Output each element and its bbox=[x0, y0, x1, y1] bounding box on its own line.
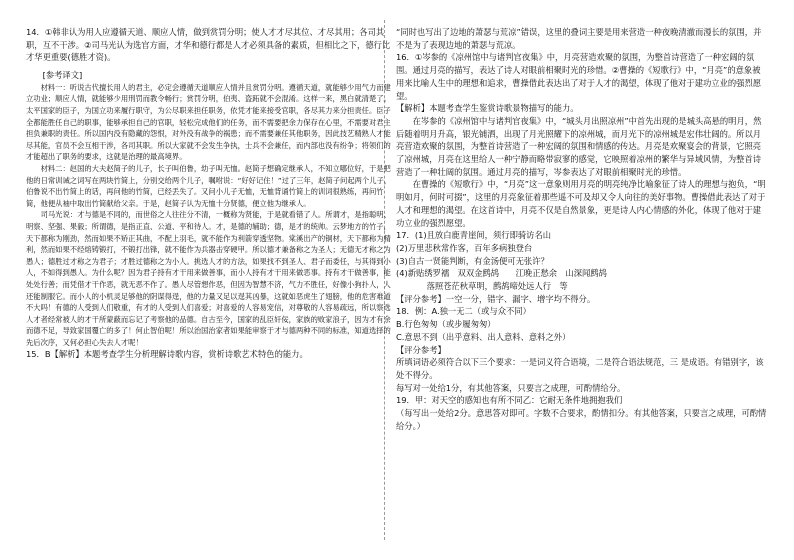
answer-18-a: 18．例：A.独一无二（或与众不同） bbox=[396, 306, 531, 317]
answer-17-1: 17．(1)且放白鹿青崖间，须行即骑访名山 bbox=[396, 230, 552, 241]
left-column bbox=[26, 26, 398, 361]
answer-16: 16．①岑参的《凉州馆中与诸判官夜集》中，月亮营造欢聚的氛围，为整首诗营造了一种宏阔的氛围。通过月亮的描写，表达了诗人对眼前相聚时光的珍惜。②曹操的《短歌行》中，“月亮”的意象被用来比喻人生中的理想和追求，曹操借此表达出了对于人才的渴望，体现了他对于建功立业的强烈愿望。 bbox=[396, 52, 762, 101]
translation-sima-guang: 司马光说：才与德是不同的，而世俗之人往往分不清，一概称为贤能，于是就看错了人。所谓才，是指聪明、明察、坚强、果毅；所谓德，是指正直、公道、平和待人。才，是德的辅助；德，是才的统帅。云梦地方的竹子，天下都称为刚劲，然而如果不矫正其曲，不配上羽毛，就不能作为利箭穿透坚物。棠溪出产的铜材，天下都称为精利，然而如果不经熔铸锻打，不锻打出锋，就不能作为兵器击穿硬甲。所以德才兼备称之为圣人；无德无才称之为愚人；德胜过才称之为君子；才胜过德称之为小人。挑选人才的方法，如果找不到圣人、君子而委任，与其得到小人，不如得到愚人。为什么呢？因为君子持有才干用来做善事，而小人持有才干用来做恶事。持有才干做善事，能处处行善；而凭借才干作恶，就无恶不作了。愚人尽管想作恶，但因为智慧不济，气力不胜任，好像小狗扑人，人还能制服它。而小人的小机灵足够他的阴谋得逞，他的力量又足以逞其凶暴，这就如恶虎生了翅膀，他的危害难道不大吗！有德的人受到人们敬重，有才的人受到人们喜爱；对喜爱的人容易宠信，对尊敬的人容易疏远，所以察选人才者经常被人的才干所蒙蔽而忘记了考察他的品德。自古至今，国家的乱臣奸佞，家族的败家浪子，因为才有余而德不足，导致家国覆亡的多了！何止智伯呢！所以治国治家者如果能审察于才与德两种不同的标准，知道选择的先后次序，又何必担心失去人才呢！ bbox=[26, 210, 391, 347]
right-column bbox=[396, 26, 768, 433]
answer-15-continued: “同时也写出了边地的萧瑟与荒凉”错误，这里的叠词主要是用来营造一种夜晚清澈而漫长的氛围，并不是为了表现边地的萧瑟与荒凉。 bbox=[396, 27, 762, 50]
answer-18-c: C.意思不到（出乎意料、出人意料、意料之外） bbox=[396, 331, 571, 342]
reference-translation-heading: [参考译文] bbox=[42, 70, 83, 81]
scoring-18-points: 每写对一处给1分，有其他答案，只要言之成理，可酌情给分。 bbox=[396, 382, 626, 393]
analysis-16-cen-shen: 在岑参的《凉州馆中与诸判官夜集》中，“城头月出照凉州”中首先出现的是城头高悬的明月，然后随着明月升高，银光铺洒，出现了月光照耀下的凉州城，而月光下的凉州城是宏伟壮阔的。所以月亮营造欢聚的氛围，为整首诗营造了一种宏阔的氛围和情感的传达。月亮是欢聚宴会的背景，它照亮了凉州城，月亮在这里给人一种宁静而略带寂寥的感觉，它映照着凉州的繁华与异域风情，为整首诗营造了一种壮阔的氛围。通过月亮的描写，岑参表达了对眼前相聚时光的珍惜。 bbox=[396, 115, 762, 177]
answer-19: 19．甲：对天空的感知也有所不同乙：它耐无条件地拥抱我们 bbox=[396, 395, 623, 406]
answer-17-4: (4)新贴绣罗襦 双双金鹧鸪 江晚正愁余 山深闻鹧鸪 bbox=[396, 268, 607, 279]
translation-material-two: 材料二：赵国的大夫赵简子的儿子，长子叫伯鲁，幼子叫无恤。赵简子想确定继承人，不知立哪位好，于是把他的日常训诫之词写在两块竹简上，分别交给两个儿子，嘱咐说：“好好记住！”过了三年，赵简子问起两个儿子，伯鲁说不出竹简上的话，再问他的竹简，已经丢失了。又问小儿子无恤，无恤背诵竹简上的训词很熟练，再问竹简，他便从袖中取出竹简献给父亲。于是，赵简子认为无恤十分贤德，便立他为继承人。 bbox=[26, 163, 392, 208]
answer-18-b: B.行色匆匆（或步履匆匆） bbox=[396, 319, 496, 330]
scoring-17: 【评分参考】一空一分，错字、漏字、增字均不得分。 bbox=[396, 293, 596, 304]
analysis-16: 【解析】本题考查学生鉴赏诗歌景物描写的能力。 bbox=[396, 103, 579, 114]
answer-14: 14．①韩非认为用人应遵循天道、顺应人情，做到赏罚分明；使人才才尽其位、才尽其用；各司其职，互不干涉。②司马光认为选官方面，才华和德行都是人才必须具备的素质，但相比之下，德行比才华更重要(德胜才资)。 bbox=[26, 27, 391, 63]
answer-17-4-extra: 落照苍茫秋草明，鹧鸪啼处远人行 等 bbox=[410, 281, 568, 292]
analysis-16-cao-cao: 在曹操的《短歌行》中，“月亮”这一意象则用月亮的明亮纯净比喻象征了诗人的理想与抱负，“明明如月，何时可掇”，这里的月亮象征着那些遥不可及却又令人向往的美好事物。曹操借此表达了对于人才和理想的渴望。在这首诗中，月亮不仅是自然景象，更是诗人内心情感的外化，体现了他对于建功立业的强烈愿望。 bbox=[396, 179, 766, 228]
scoring-18-rules: 所填词语必须符合以下三个要求：一是词义符合语境，二是符合语法规范，三 是成语。有错别字，该处不得分。 bbox=[396, 357, 764, 380]
answer-17-3: (3)自古一贤能判断，有金汤便可无张许？ bbox=[396, 255, 549, 266]
translation-material-one: 材料一：听说古代擅长用人的君主，必定会遵循天道顺应人情并且赏罚分明。遵循天道，就能够少用气力而建立功业；顺应人情，就能够少用刑罚而教令畅行；赏罚分明，伯夷、盗跖就不会混淆。这样一来，黑白就清楚了。太平国家的臣子，为国立功来履行职守，为公尽职来担任职务，依凭才能来接受官职，各尽其力来分担责任。臣子全都能胜任自己的职事，能够承担自己的官职，轻松完成他们的任务，而不需要把余力保存在心里，不需要对君主担负兼职的责任。所以国内没有隐藏的怨恨，对外没有战争的祸患；而不需要兼任其他职务，因此技艺精熟人才能尽其能，官员不会互相干涉，各司其职。所以大家就不会发生争执，士兵不会兼任，而内部也没有纷争；将领们的才能超出了职务的要求，这就是治理的最高境界。 bbox=[26, 82, 391, 162]
answer-15: 15．B【解析】本题考查学生分析理解诗歌内容，赏析诗歌艺术特色的能力。 bbox=[26, 349, 308, 360]
scoring-19: （每写出一处给2分。意思答对即可。字数不合要求，酌情扣分。有其他答案，只要言之成理，可酌情给分。） bbox=[396, 408, 767, 431]
scoring-18-heading: 【评分参考】 bbox=[396, 344, 446, 355]
answer-17-2: (2)万里悲秋常作客，百年多病独登台 bbox=[396, 242, 533, 253]
